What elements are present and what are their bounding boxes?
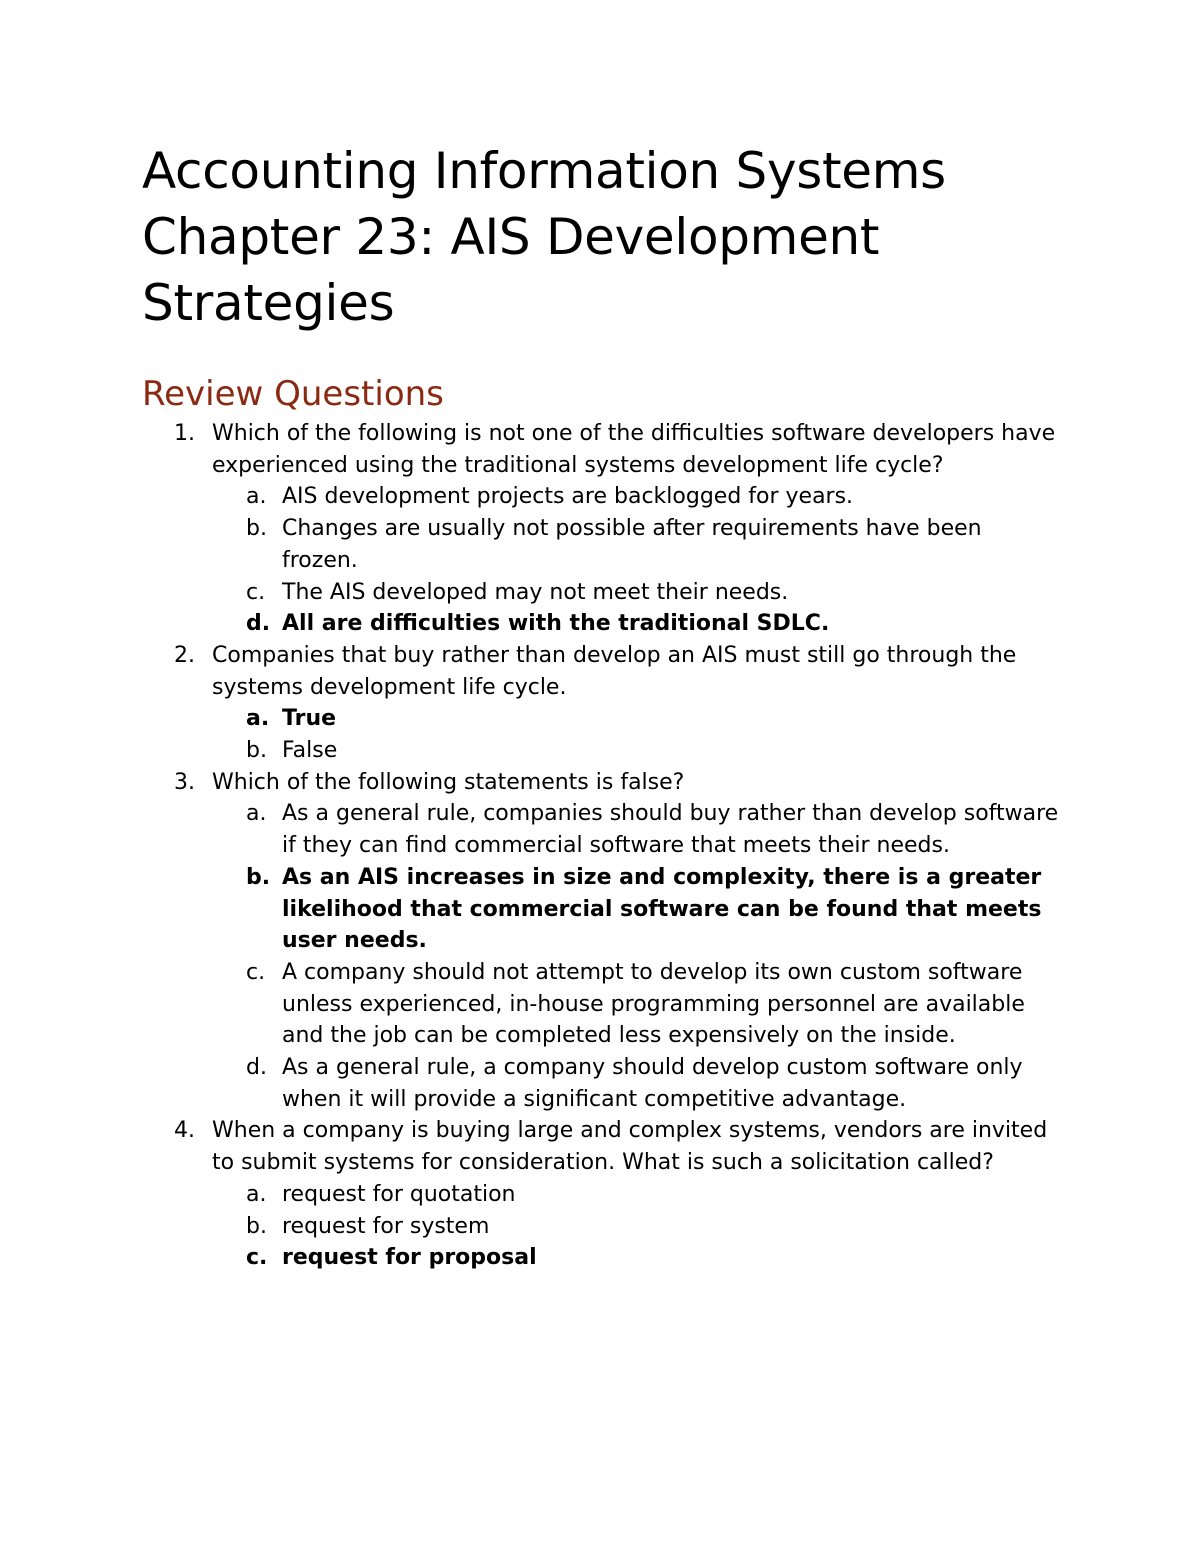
option-list	[212, 703, 1062, 766]
option-list	[212, 481, 1062, 640]
answer-option-correct	[212, 703, 1062, 735]
answer-option-correct	[212, 1242, 1062, 1274]
answer-option-correct	[212, 608, 1062, 640]
option-letter: a.	[246, 801, 267, 827]
answer-option	[212, 577, 1062, 609]
option-letter: a.	[246, 484, 267, 510]
option-list	[212, 798, 1062, 1115]
option-letter: d.	[246, 611, 271, 637]
question-list	[142, 418, 1062, 1274]
question-item	[142, 418, 1062, 640]
option-letter: a.	[246, 706, 270, 732]
answer-option	[212, 1179, 1062, 1211]
option-letter: c.	[246, 579, 266, 605]
answer-option	[212, 735, 1062, 767]
question-number: 1.	[174, 421, 195, 446]
option-letter: a.	[246, 1181, 267, 1207]
answer-option	[212, 957, 1062, 1052]
question-text: Companies that buy rather than develop an AIS must still go through the systems development life cycle.	[212, 642, 1017, 700]
option-text: Changes are usually not possible after requirements have been frozen.	[282, 516, 982, 573]
answer-option	[212, 1052, 1062, 1115]
document-page	[142, 138, 1062, 1274]
title-line: Chapter 23: AIS Development	[142, 208, 880, 266]
option-text: request for system	[282, 1213, 490, 1239]
question-item	[142, 1115, 1062, 1274]
question-text: Which of the following statements is false?	[212, 769, 685, 795]
option-text: As an AIS increases in size and complexity, there is a greater likelihood that commercial software can be found that meets user needs.	[282, 864, 1042, 954]
title-line: Strategies	[142, 274, 395, 332]
answer-option-correct	[212, 862, 1062, 957]
option-text: AIS development projects are backlogged for years.	[282, 484, 854, 510]
answer-option	[212, 481, 1062, 513]
option-text: As a general rule, a company should develop custom software only when it will provide a significant competitive advantage.	[282, 1055, 1023, 1112]
option-letter: b.	[246, 1213, 267, 1239]
option-text: request for quotation	[282, 1181, 516, 1207]
question-item	[142, 767, 1062, 1116]
option-list	[212, 1179, 1062, 1274]
option-text: True	[282, 706, 337, 732]
answer-option	[212, 513, 1062, 576]
question-item	[142, 640, 1062, 767]
answer-option	[212, 1211, 1062, 1243]
option-letter: b.	[246, 864, 271, 890]
option-letter: d.	[246, 1055, 267, 1081]
question-number: 3.	[174, 769, 195, 795]
answer-option	[212, 798, 1062, 861]
option-letter: b.	[246, 516, 267, 542]
title-line: Accounting Information Systems	[142, 142, 946, 200]
option-text: A company should not attempt to develop its own custom software unless experienced, in-house programming personnel are available and the job can be completed less expensively on the inside.	[282, 959, 1025, 1049]
option-text: request for proposal	[282, 1245, 537, 1271]
option-text: The AIS developed may not meet their needs.	[282, 579, 789, 605]
option-text: False	[282, 738, 338, 764]
option-letter: b.	[246, 738, 267, 764]
option-text: All are difficulties with the traditional SDLC.	[282, 611, 830, 637]
question-number: 4.	[174, 1118, 195, 1144]
question-text: When a company is buying large and complex systems, vendors are invited to submit systems for consideration. What is such a solicitation called?	[212, 1118, 1048, 1176]
question-number: 2.	[174, 642, 195, 668]
section-heading: Review Questions	[142, 374, 444, 414]
option-letter: c.	[246, 1245, 268, 1271]
question-text: Which of the following is not one of the difficulties software developers have experienced using the traditional systems development life cycle?	[212, 421, 1056, 478]
document-title	[142, 138, 1062, 336]
option-text: As a general rule, companies should buy rather than develop software if they can find commercial software that meets their needs.	[282, 801, 1059, 859]
option-letter: c.	[246, 959, 266, 985]
